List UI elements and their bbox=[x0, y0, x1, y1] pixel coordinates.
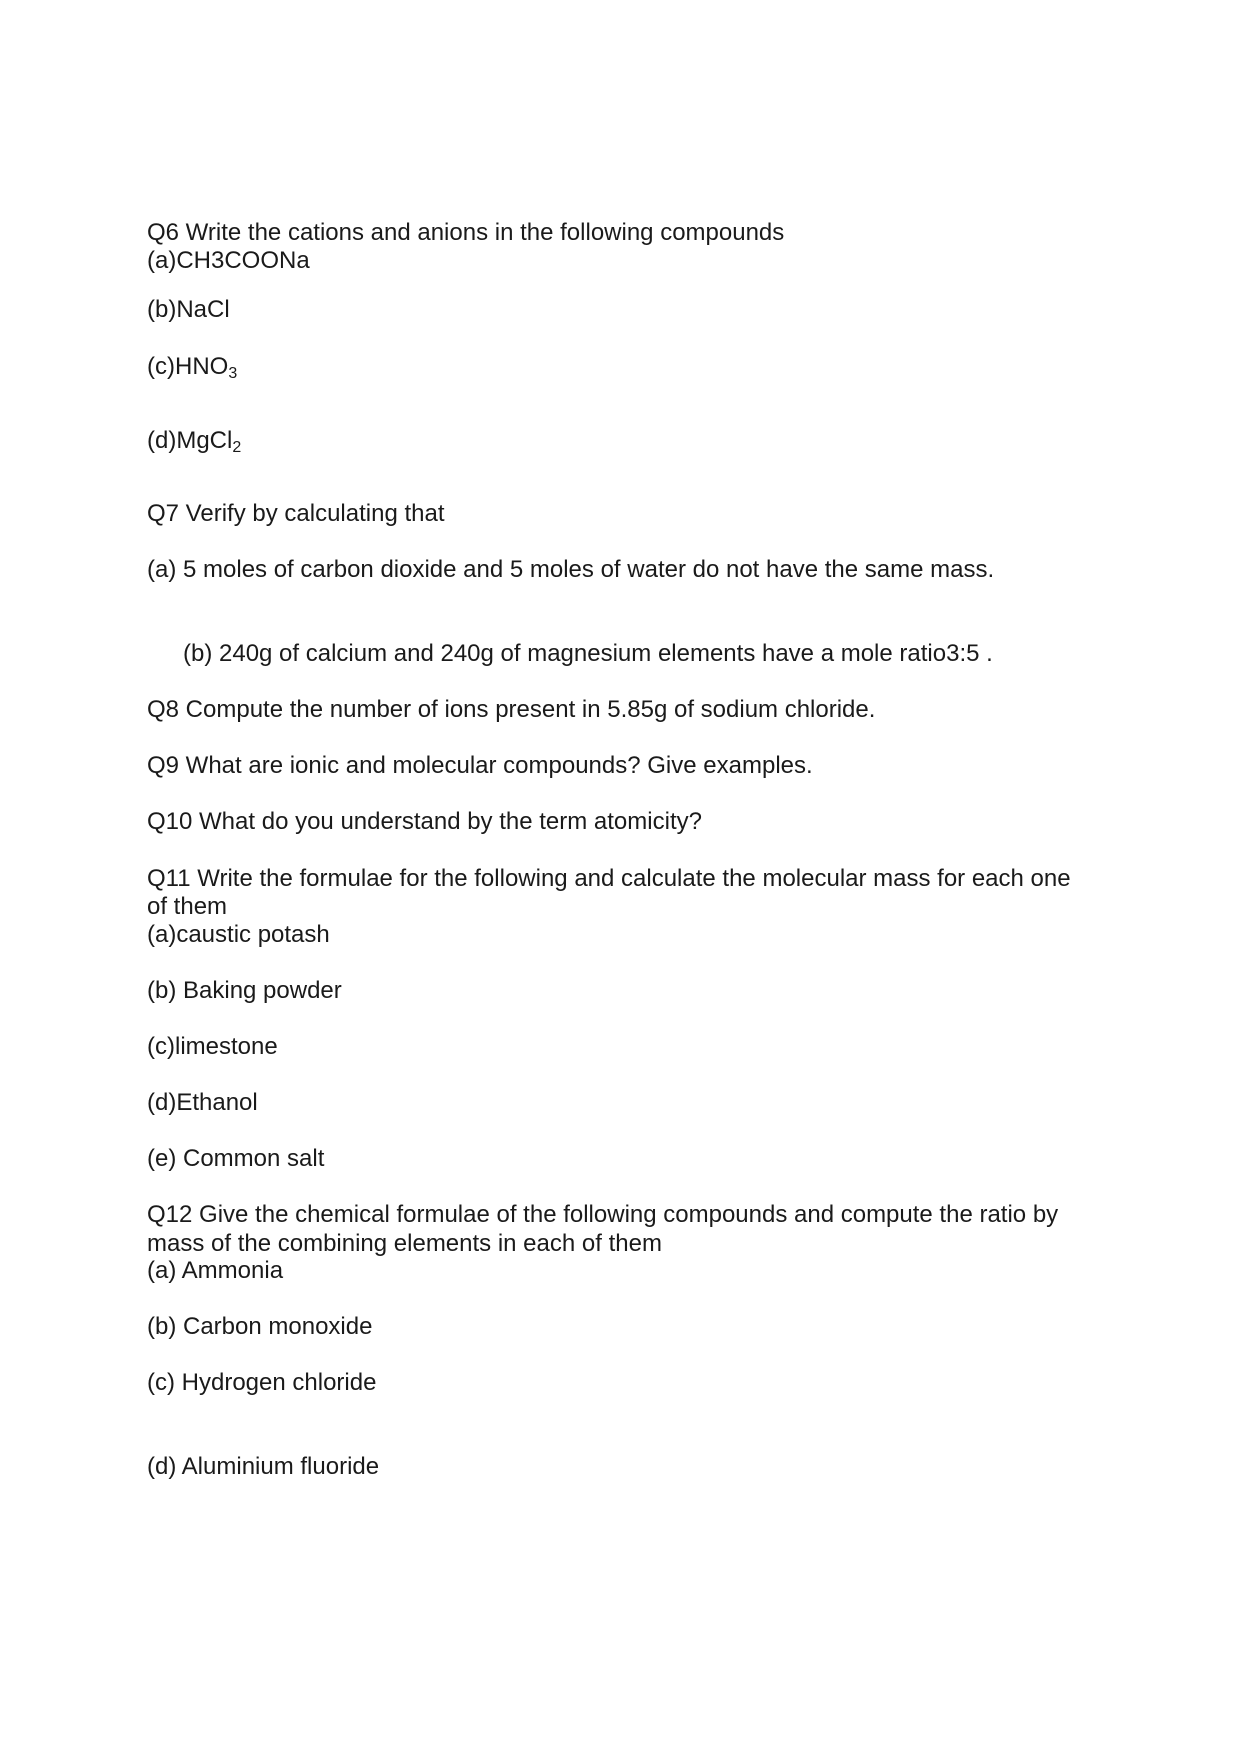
q12-option-c: (c) Hydrogen chloride bbox=[147, 1369, 377, 1396]
q6-option-c-text: (c)HNO bbox=[147, 353, 229, 380]
q6-option-c-subscript: 3 bbox=[228, 365, 238, 382]
q10-question: Q10 What do you understand by the term atomicity? bbox=[147, 808, 702, 835]
q6-option-a: (a)CH3COONa bbox=[147, 247, 310, 274]
q6-option-b: (b)NaCl bbox=[147, 296, 230, 323]
q12-question-line1: Q12 Give the chemical formulae of the following compounds and compute the ratio by bbox=[147, 1201, 1059, 1228]
q7-option-b: (b) 240g of calcium and 240g of magnesium elements have a mole ratio3:5 . bbox=[183, 640, 993, 667]
q9-question: Q9 What are ionic and molecular compounds? Give examples. bbox=[147, 752, 813, 779]
q6-option-d bbox=[147, 427, 241, 455]
q6-option-d-text: (d)MgCl bbox=[147, 427, 233, 454]
q7-option-a: (a) 5 moles of carbon dioxide and 5 moles of water do not have the same mass. bbox=[147, 556, 995, 583]
q12-option-a: (a) Ammonia bbox=[147, 1257, 284, 1284]
q12-option-b: (b) Carbon monoxide bbox=[147, 1313, 373, 1340]
q7-question: Q7 Verify by calculating that bbox=[147, 500, 445, 527]
q11-option-e: (e) Common salt bbox=[147, 1145, 325, 1172]
q6-option-d-subscript: 2 bbox=[232, 439, 242, 456]
q8-question: Q8 Compute the number of ions present in 5.85g of sodium chloride. bbox=[147, 696, 876, 723]
q11-option-a: (a)caustic potash bbox=[147, 921, 330, 948]
q11-option-d: (d)Ethanol bbox=[147, 1089, 258, 1116]
q12-question-line2: mass of the combining elements in each of them bbox=[147, 1230, 662, 1257]
q11-question-line1: Q11 Write the formulae for the following and calculate the molecular mass for each one bbox=[147, 865, 1071, 892]
q6-option-c bbox=[147, 353, 237, 381]
q12-option-d: (d) Aluminium fluoride bbox=[147, 1453, 380, 1480]
q6-question: Q6 Write the cations and anions in the following compounds bbox=[147, 219, 785, 246]
q11-option-c: (c)limestone bbox=[147, 1033, 278, 1060]
q11-question-line2: of them bbox=[147, 893, 228, 920]
q11-option-b: (b) Baking powder bbox=[147, 977, 342, 1004]
